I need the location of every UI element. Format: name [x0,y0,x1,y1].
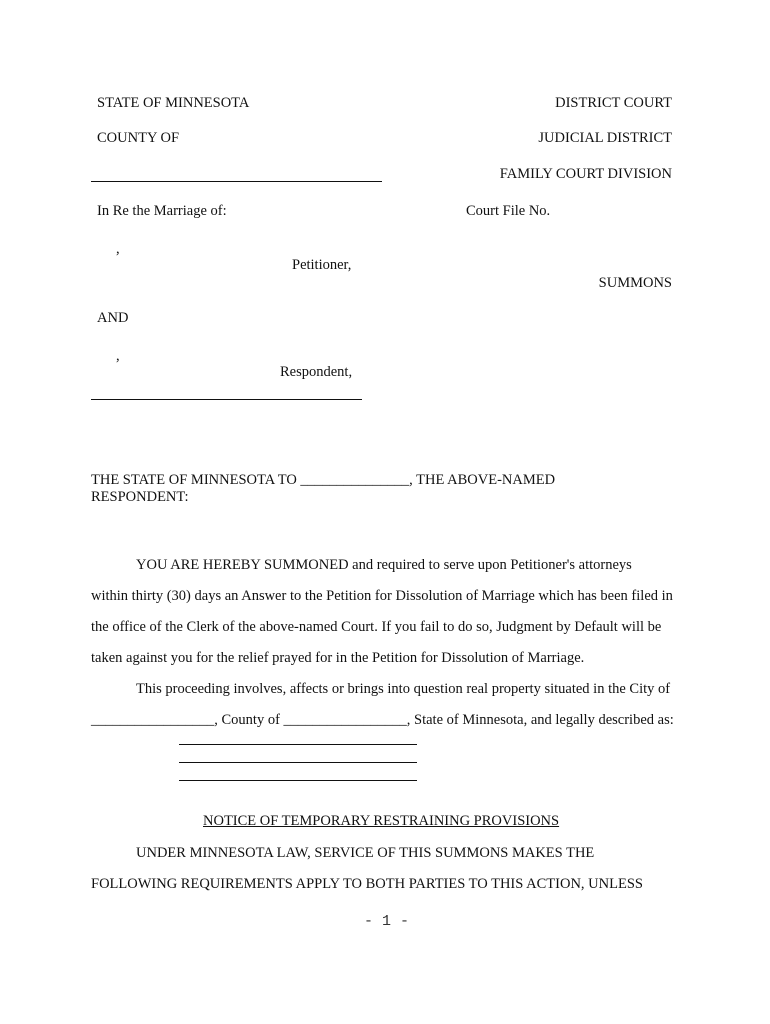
district-court-label: DISTRICT COURT [555,95,672,111]
notice-line-2: FOLLOWING REQUIREMENTS APPLY TO BOTH PARTIES TO THIS ACTION, UNLESS [91,876,643,892]
family-court-division-label: FAMILY COURT DIVISION [499,166,672,182]
notice-heading: NOTICE OF TEMPORARY RESTRAINING PROVISIONS [203,813,560,829]
body-p1-line-4: taken against you for the relief prayed for in the Petition for Dissolution of Marriage. [91,650,585,666]
state-of-minnesota-label: STATE OF MINNESOTA [97,95,250,111]
body-p1-line-3: the office of the Clerk of the above-named Court. If you fail to do so, Judgment by Default will be [91,619,662,635]
court-file-no-label: Court File No. [466,203,551,219]
respondent-name-comma: , [116,348,120,364]
body-p1-line-1: YOU ARE HEREBY SUMMONED and required to serve upon Petitioner's attorneys [136,557,632,573]
body-p2-line-2: _________________, County of _________________, State of Minnesota, and legally described as: [91,712,674,728]
document-title: SUMMONS [598,275,672,291]
notice-line-1: UNDER MINNESOTA LAW, SERVICE OF THIS SUMMONS MAKES THE [136,845,595,861]
address-line-2: RESPONDENT: [91,489,189,505]
body-p1-line-2: within thirty (30) days an Answer to the Petition for Dissolution of Marriage which has been filed in [91,588,673,604]
caption-divider-top [91,181,382,182]
respondent-label: Respondent, [280,364,353,380]
address-line-1: THE STATE OF MINNESOTA TO _______________, THE ABOVE-NAMED [91,472,556,488]
in-re-marriage-label: In Re the Marriage of: [97,203,227,219]
legal-description-line-3 [179,780,417,781]
judicial-district-label: JUDICIAL DISTRICT [538,130,672,146]
legal-description-line-1 [179,744,417,745]
legal-description-line-2 [179,762,417,763]
body-p2-line-1: This proceeding involves, affects or brings into question real property situated in the City of [136,681,671,697]
county-of-label: COUNTY OF [97,130,180,146]
petitioner-name-comma: , [116,241,120,257]
petitioner-label: Petitioner, [292,257,352,273]
page-number: - 1 - [364,913,410,930]
and-label: AND [97,310,129,326]
caption-divider-bottom [91,399,362,400]
